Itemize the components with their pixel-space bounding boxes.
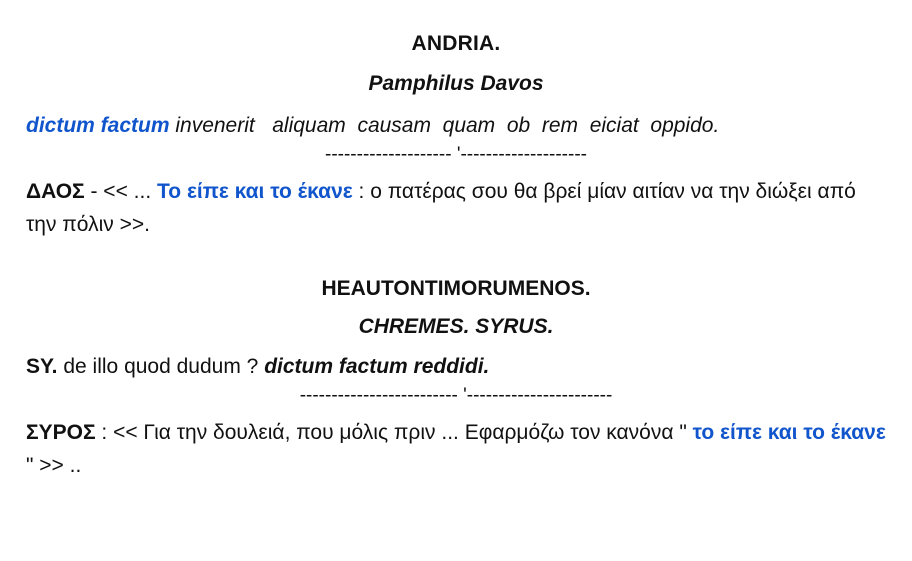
latin-bold-dictum-factum-reddidi: dictum factum reddidi. — [264, 355, 490, 379]
greek-speaker-daos: ΔΑΟΣ — [26, 180, 85, 203]
greek-quote-heauton — [26, 417, 886, 482]
section-andria — [26, 32, 886, 241]
greek-quote-andria — [26, 176, 886, 241]
section-spacer — [26, 241, 886, 277]
latin-quote-heauton — [26, 355, 886, 379]
latin-speaker-sy: SY. — [26, 355, 58, 379]
latin-quote-andria — [26, 114, 886, 138]
section-subtitle-andria: Pamphilus Davos — [368, 72, 544, 95]
divider-heauton: ------------------------- '----------------------- — [299, 385, 613, 407]
greek-highlight-phrase-2: το είπε και το έκανε — [692, 421, 886, 445]
section-title-heautontimorumenos: HEAUTONTIMORUMENOS. — [321, 277, 591, 301]
greek-quote-after-2: " >> .. — [26, 453, 82, 477]
greek-speaker-syros: ΣΥΡΟΣ — [26, 421, 96, 445]
greek-quote-after: : ο πατέρας σου θα βρεί μίαν αιτίαν να την διώξει από την πόλιν >>. — [26, 180, 856, 236]
divider-andria: -------------------- '-------------------- — [325, 144, 587, 165]
greek-highlight-phrase: Το είπε και το έκανε — [157, 180, 353, 203]
greek-quote-before: - << ... — [84, 180, 158, 203]
section-heautontimorumenos — [26, 277, 886, 482]
latin-quote-rest: invenerit aliquam causam quam ob rem eiciat oppido. — [169, 114, 720, 137]
latin-highlight-dictum-factum: dictum factum — [26, 114, 170, 137]
greek-quote-before-2: : << Για την δουλειά, που μόλις πριν ... Εφαρμόζω τον κανόνα " — [95, 421, 693, 445]
section-title-andria: ANDRIA. — [411, 32, 501, 55]
section-subtitle-heautontimorumenos: CHREMES. SYRUS. — [358, 315, 554, 339]
latin-plain-text: de illo quod dudum ? — [57, 355, 265, 379]
